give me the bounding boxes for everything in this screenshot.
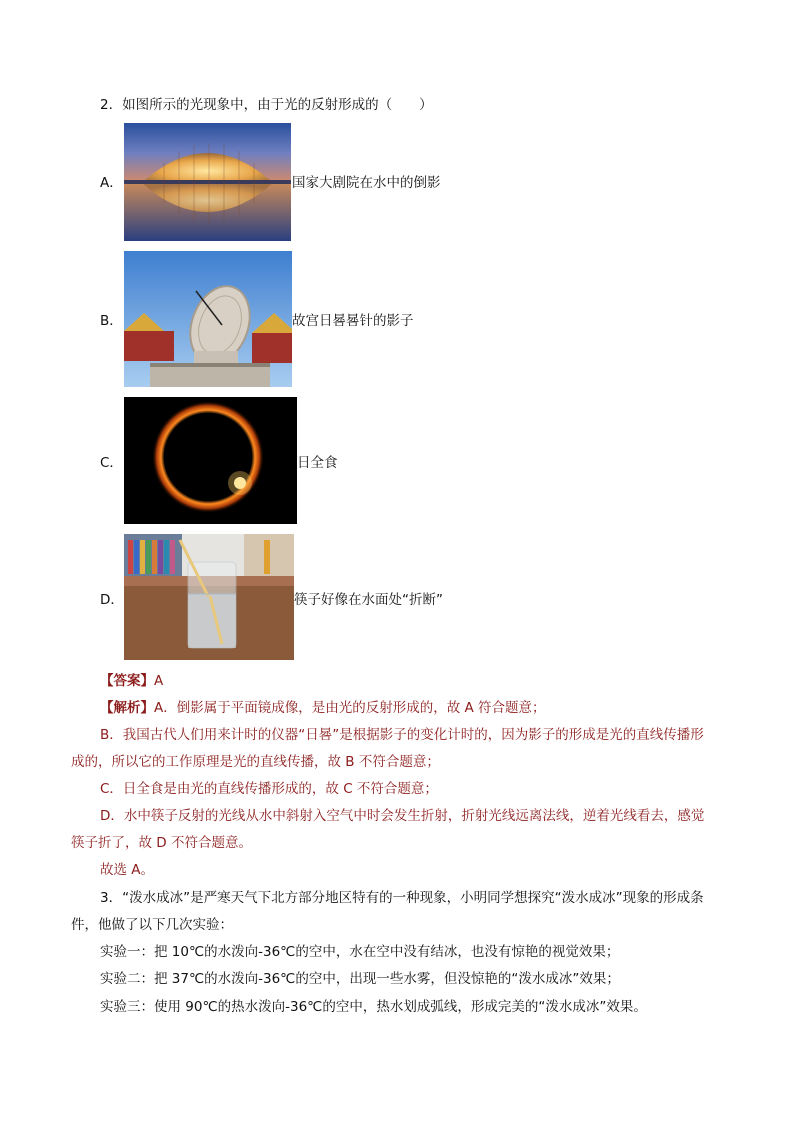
- analysis-line-7: 故选 A。: [100, 862, 155, 878]
- option-d-text: 筷子好像在水面处“折断”: [294, 592, 443, 608]
- question-3-line-2: 件，他做了以下几次实验：: [71, 917, 233, 933]
- option-a-letter: A．: [100, 175, 123, 191]
- analysis-line-5: D．水中筷子反射的光线从水中斜射入空气中时会发生折射，折射光线远离法线，逆着光线看去，感觉: [100, 808, 705, 824]
- option-d-letter: D．: [100, 592, 124, 608]
- answer-line: [100, 672, 163, 690]
- analysis-line-4: C．日全食是由光的直线传播形成的，故 C 不符合题意；: [100, 781, 438, 797]
- analysis-line-6: 筷子折了，故 D 不符合题意。: [71, 835, 252, 851]
- analysis-line-3: 成的，所以它的工作原理是光的直线传播，故 B 不符合题意；: [71, 754, 440, 770]
- option-b-text: 故宫日晷晷针的影子: [292, 313, 414, 329]
- option-c-letter: C．: [100, 455, 123, 471]
- answer-label: 【答案】: [100, 673, 154, 689]
- option-a-image-national-theater: [124, 123, 291, 241]
- option-a-text: 国家大剧院在水中的倒影: [292, 175, 441, 191]
- option-b-letter: B．: [100, 313, 123, 329]
- analysis-line-2: B．我国古代人们用来计时的仪器“日晷”是根据影子的变化计时的，因为影子的形成是光的直线传播形: [100, 727, 704, 743]
- option-d-image-chopsticks-in-water: [124, 534, 294, 660]
- analysis-label: 【解析】: [100, 700, 154, 716]
- option-c-image-solar-eclipse: [124, 397, 297, 524]
- question-3-experiment-1: 实验一：把 10℃的水泼向-36℃的空中，水在空中没有结冰，也没有惊艳的视觉效果；: [100, 944, 620, 960]
- analysis-line-1: 【解析】A．倒影属于平面镜成像，是由光的反射形成的，故 A 符合题意；: [100, 700, 546, 716]
- option-b-image-sundial: [124, 251, 292, 387]
- question-3-line-1: 3．“泼水成冰”是严寒天气下北方部分地区特有的一种现象，小明同学想探究“泼水成冰”现象的形成条: [100, 890, 704, 906]
- question-2-stem: 2．如图所示的光现象中，由于光的反射形成的（ ）: [100, 97, 433, 113]
- question-3-experiment-2: 实验二：把 37℃的水泼向-36℃的空中，出现一些水雾，但没惊艳的“泼水成冰”效果；: [100, 971, 620, 987]
- option-c-text: 日全食: [297, 455, 338, 471]
- question-3-experiment-3: 实验三：使用 90℃的热水泼向-36℃的空中，热水划成弧线，形成完美的“泼水成冰”效果。: [100, 999, 647, 1015]
- answer-value: A: [154, 673, 164, 689]
